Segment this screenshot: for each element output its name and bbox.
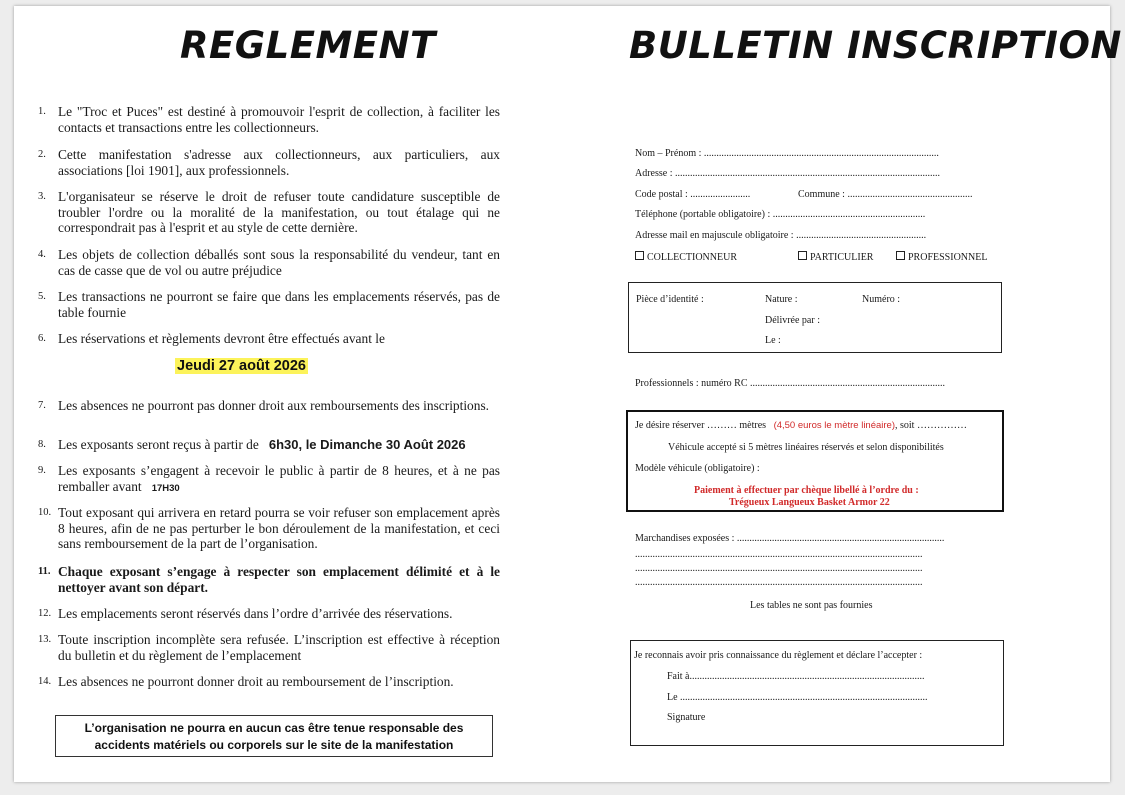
signature-field[interactable]: Signature <box>667 712 706 723</box>
rule-item: 9. Les exposants s’engagent à recevoir le public à partir de 8 heures, et à ne pas remballer avant 17H30 <box>38 463 500 494</box>
rule-item: 3. L'organisateur se réserve le droit de refuser toute candidature susceptible de troubler l'ordre ou la moralité de la manifestation, ou tout étalage qui ne correspondrait pas à l'esprit et au style de cette dernière. <box>38 189 500 235</box>
bulletin-title: BULLETIN INSCRIPTION <box>629 24 1122 67</box>
rule-item: 6. Les réservations et règlements devront être effectués avant le <box>38 331 385 346</box>
rule-item: 13. Toute inscription incomplète sera refusée. L’inscription est effective à réception du bulletin et du règlement de l’emplacement <box>38 632 500 663</box>
signed-at-field[interactable]: Fait à.............................................................................................. <box>667 671 925 682</box>
deadline-highlight: Jeudi 27 août 2026 <box>177 358 306 374</box>
rule-item: 14. Les absences ne pourront donner droit au remboursement de l’inscription. <box>38 674 454 689</box>
rule-item: 5. Les transactions ne pourront se faire que dans les emplacements réservés, pas de table fournie <box>38 289 500 320</box>
identity-nature-field[interactable]: Nature : <box>765 294 798 305</box>
arrival-time: 6h30, le Dimanche 30 Août 2026 <box>268 437 466 452</box>
rule-item: 11. Chaque exposant s’engage à respecter son emplacement délimité et à le nettoyer avant son départ. <box>38 564 500 595</box>
vehicle-model-field[interactable]: Modèle véhicule (obligatoire) : <box>635 463 760 474</box>
checkbox-particulier[interactable]: PARTICULIER <box>798 251 873 263</box>
postal-code-field[interactable]: Code postal : ........................ <box>635 189 751 200</box>
checkbox-professionnel[interactable]: PROFESSIONNEL <box>896 251 987 263</box>
city-field[interactable]: Commune : .................................................. <box>798 189 973 200</box>
payment-payee: Trégueux Langueux Basket Armor 22 <box>729 497 890 508</box>
identity-number-field[interactable]: Numéro : <box>862 294 901 305</box>
goods-field[interactable]: Marchandises exposées : ................................................................................... <box>635 533 945 544</box>
tables-note: Les tables ne sont pas fournies <box>750 600 873 611</box>
rule-item: 7. Les absences ne pourront pas donner droit aux remboursements des inscriptions. <box>38 398 489 413</box>
identity-date-field[interactable]: Le : <box>765 335 781 346</box>
rule-item: 2. Cette manifestation s'adresse aux collectionneurs, aux particuliers, aux associations [loi 1901], aux professionnels. <box>38 147 500 178</box>
liability-notice: L’organisation ne pourra en aucun cas être tenue responsable des accidents matériels ou corporels sur le site de la manifestation <box>55 715 493 757</box>
identity-issued-by-field[interactable]: Délivrée par : <box>765 315 820 326</box>
address-field[interactable]: Adresse : .......................................................................................................... <box>635 168 940 179</box>
name-field[interactable]: Nom – Prénom : .............................................................................................. <box>635 148 939 159</box>
closing-time: 17H30 <box>151 482 180 494</box>
brochure-page <box>14 6 1122 782</box>
acknowledge-statement: Je reconnais avoir pris connaissance du règlement et déclare l’accepter : <box>634 650 923 661</box>
rule-item: 1. Le "Troc et Puces" est destiné à promouvoir l'esprit de collection, à faciliter les contacts et transactions entre les collectionneurs. <box>38 104 500 135</box>
rule-item: 10. Tout exposant qui arrivera en retard pourra se voir refuser son emplacement après 8 heures, afin de ne pas perturber le bon déroulement de la manifestation, et ceci sans remboursement de la part de l’organisation. <box>38 505 500 551</box>
price-per-meter: (4,50 euros le mètre linéaire) <box>773 420 896 431</box>
phone-field[interactable]: Téléphone (portable obligatoire) : ............................................................. <box>635 209 926 220</box>
rule-item: 8. Les exposants seront reçus à partir de 6h30, le Dimanche 30 Août 2026 <box>38 437 466 452</box>
email-field[interactable]: Adresse mail en majuscule obligatoire : .................................................... <box>635 230 927 241</box>
payment-instruction: Paiement à effectuer par chèque libellé à l’ordre du : <box>694 485 919 496</box>
reservation-line[interactable]: Je désire réserver ……… mètres (4,50 euros le mètre linéaire), soit …………… <box>635 420 967 431</box>
identity-label: Pièce d’identité : <box>636 294 704 305</box>
pro-rc-field[interactable]: Professionnels : numéro RC .............................................................................. <box>635 378 945 389</box>
signed-date-field[interactable]: Le ................................................................................................... <box>667 692 928 703</box>
vehicle-note: Véhicule accepté si 5 mètres linéaires réservés et selon disponibilités <box>668 442 944 453</box>
rule-item: 4. Les objets de collection déballés sont sous la responsabilité du vendeur, tant en cas de casse que de vol ou autre préjudice <box>38 247 500 278</box>
rule-item: 12. Les emplacements seront réservés dans l’ordre d’arrivée des réservations. <box>38 606 453 621</box>
checkbox-collectionneur[interactable]: COLLECTIONNEUR <box>635 251 737 263</box>
reglement-title: REGLEMENT <box>180 24 436 67</box>
goods-lines[interactable]: ................................................................................................................... ................................................................................................................... ................................................................................................................... <box>635 549 923 588</box>
